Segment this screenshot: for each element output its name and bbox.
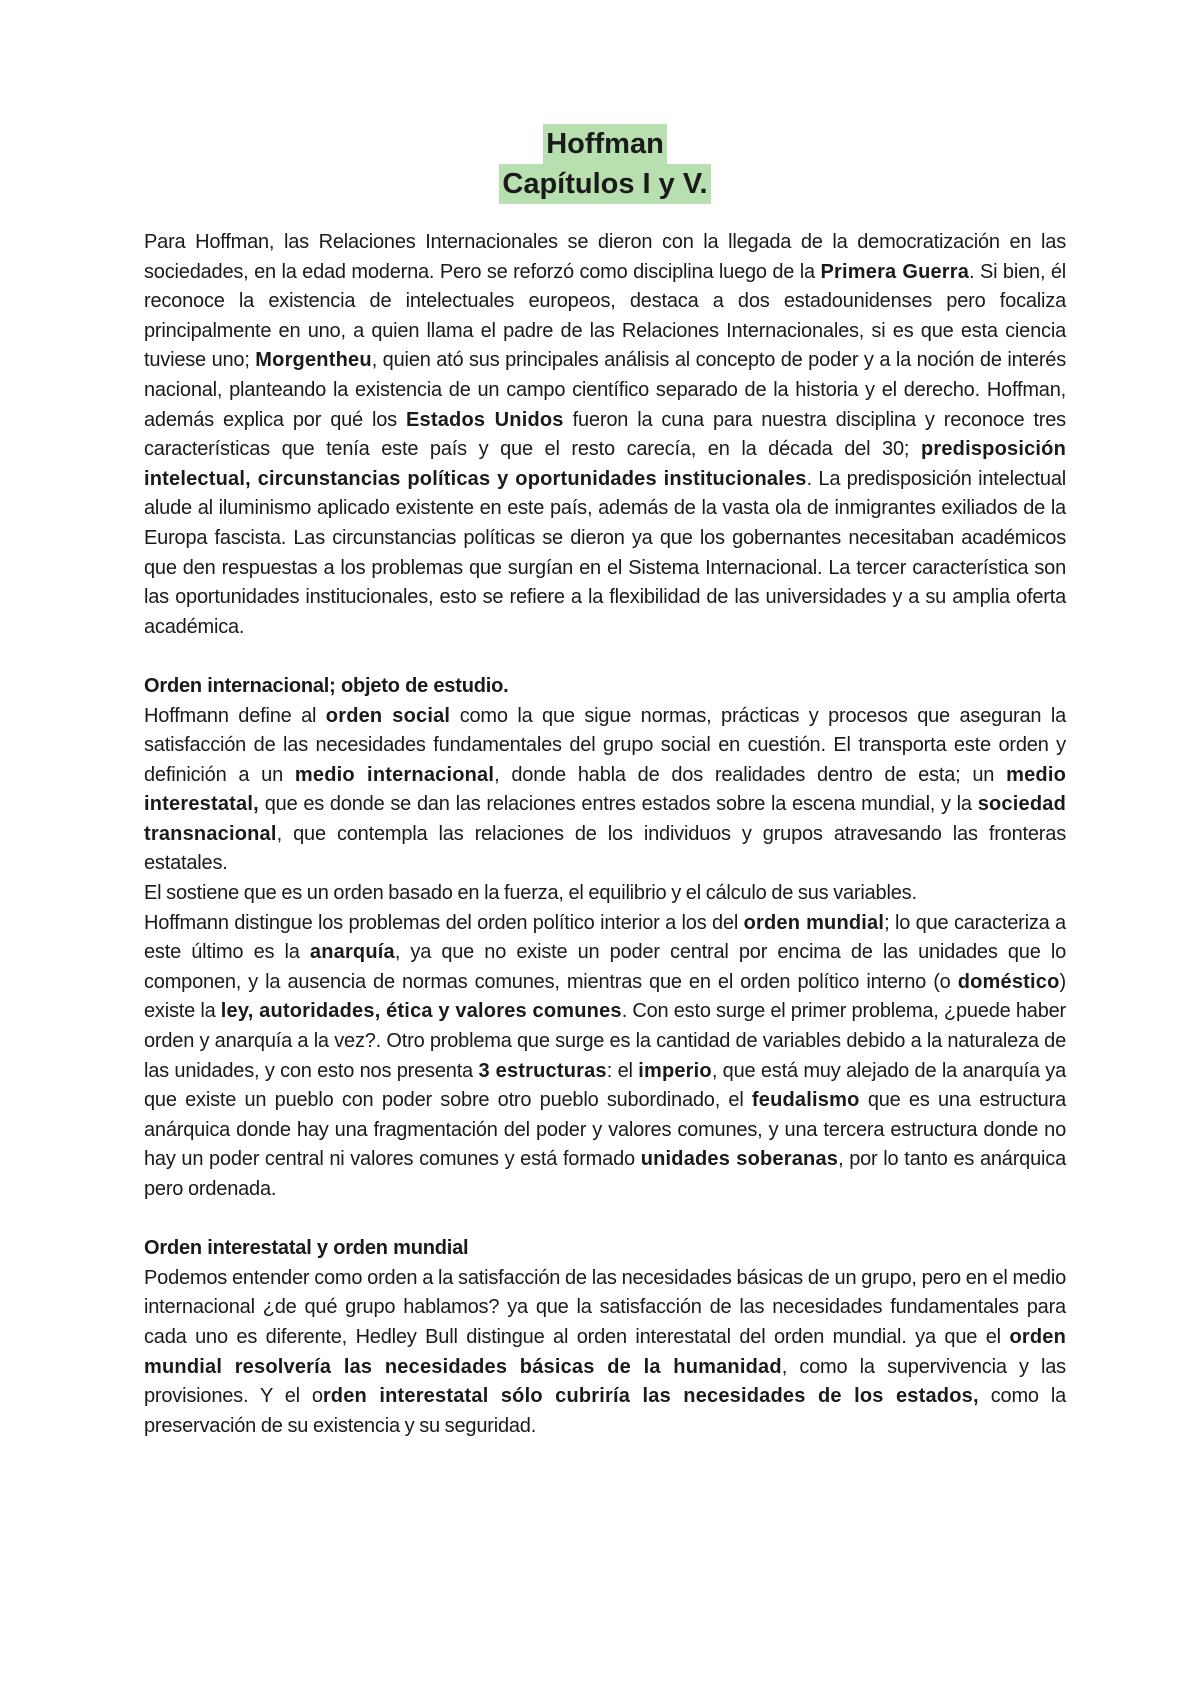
text-run: como la preservación de su existencia y su seguridad. xyxy=(144,1385,1066,1437)
intro-paragraph xyxy=(144,228,1066,642)
section2-paragraph-1 xyxy=(144,1264,1066,1442)
text-run: . Si bien, él reconoce la existencia de intelectuales europeos, destaca a dos estadounidenses pero focaliza principalmente en uno, a quien llama el padre de las Relaciones Internacionales, si es que esta ciencia tuviese uno; xyxy=(144,260,1067,372)
text-run: Hoffmann define al xyxy=(144,704,326,727)
bold-term: orden mundial resolvería las necesidades básicas de la humanidad xyxy=(144,1325,1066,1378)
bold-term: doméstico xyxy=(957,970,1060,993)
document-title: Hoffman xyxy=(543,124,667,164)
text-run: , quien ató sus principales análisis al concepto de poder y a la noción de interés nacional, planteando la existencia de un campo científico separado de la historia y el derecho. Hoffman, además explica por qué los xyxy=(144,349,1067,431)
bold-term: anarquía xyxy=(309,941,395,964)
section1-paragraph-1 xyxy=(144,702,1066,880)
bold-term: ley, autoridades, ética y valores comunes xyxy=(220,1000,622,1023)
text-run: Podemos entender como orden a la satisfacción de las necesidades básicas de un grupo, pero en el medio internacional ¿de qué grupo hablamos? ya que la satisfacción de las necesidades fundamentales para cada uno es diferente, Hedley Bull distingue al orden interestatal del orden mundial. ya que el xyxy=(144,1266,1066,1348)
text-run: que es una estructura anárquica donde hay una fragmentación del poder y valores comunes, y una tercera estructura donde no hay un poder central ni valores comunes y está formado xyxy=(144,1089,1066,1171)
text-run: que es donde se dan las relaciones entres estados sobre la escena mundial, y la xyxy=(258,793,978,816)
title-block xyxy=(144,124,1066,204)
text-run: , que contempla las relaciones de los individuos y grupos atravesando las fronteras estatales. xyxy=(144,822,1066,875)
bold-term: Estados Unidos xyxy=(406,408,564,431)
bold-term: Morgentheu xyxy=(255,349,372,372)
bold-term: sociedad transnacional xyxy=(144,793,1066,845)
section-heading: Orden interestatal y orden mundial xyxy=(144,1237,469,1260)
text-run: . Con esto surge el primer problema, ¿puede haber orden y anarquía a la vez?. Otro problema que surge es la cantidad de variables debido a la naturaleza de las unidades, y con esto nos presenta xyxy=(144,1000,1066,1082)
text-run: : el xyxy=(606,1059,639,1082)
bold-term: medio interestatal, xyxy=(144,763,1066,816)
text-run: como la que sigue normas, prácticas y procesos que aseguran la satisfacción de las necesidades fundamentales del grupo social en cuestión. El transporta este orden y definición a un xyxy=(144,704,1066,786)
bold-term: rden interestatal sólo cubriría las necesidades de los estados, xyxy=(322,1385,979,1408)
text-run: , donde habla de dos realidades dentro de esta; un xyxy=(494,763,1007,786)
document-subtitle: Capítulos I y V. xyxy=(499,164,710,204)
document-page xyxy=(144,124,1066,1441)
text-run: , ya que no existe un poder central por encima de las unidades que lo componen, y la ausencia de normas comunes, mientras que en el orden político interno (o xyxy=(144,941,1066,993)
text-run: , por lo tanto es anárquica pero ordenada. xyxy=(144,1148,1066,1200)
bold-term: orden social xyxy=(325,704,451,727)
bold-term: feudalismo xyxy=(751,1089,860,1112)
text-run: ; lo que caracteriza a este último es la xyxy=(144,911,1066,964)
bold-term: imperio xyxy=(638,1059,712,1082)
bold-term: 3 estructuras xyxy=(478,1059,607,1082)
text-run: Para Hoffman, las Relaciones Internacionales se dieron con la llegada de la democratización en las sociedades, en la edad moderna. Pero se reforzó como disciplina luego de la xyxy=(144,231,1066,283)
text-run: , como la supervivencia y las provisiones. Y el o xyxy=(144,1355,1066,1408)
paragraph-gap xyxy=(144,642,1066,672)
bold-term: medio internacional xyxy=(294,763,495,786)
section1-paragraph-3 xyxy=(144,909,1066,1205)
section-heading: Orden internacional; objeto de estudio. xyxy=(144,674,509,697)
bold-term: unidades soberanas xyxy=(640,1148,839,1171)
paragraph-gap xyxy=(144,1205,1066,1235)
text-run: ) existe la xyxy=(144,970,1066,1023)
text-run: , que está muy alejado de la anarquía ya que existe un pueblo con poder sobre otro pueblo subordinado, el xyxy=(144,1059,1066,1112)
bold-term: Primera Guerra xyxy=(820,260,970,283)
text-run: . La predisposición intelectual alude al iluminismo aplicado existente en este país, además de la vasta ola de inmigrantes exiliados de la Europa fascista. Las circunstancias políticas se dieron ya que los gobernantes necesitaban académicos que den respuestas a los problemas que surgían en el Sistema Internacional. La tercer característica son las oportunidades institucionales, esto se refiere a la flexibilidad de las universidades y a su amplia oferta académica. xyxy=(144,467,1067,638)
bold-term: predisposición intelectual, circunstancias políticas y oportunidades institucionales xyxy=(144,438,1066,490)
section1-paragraph-2: El sostiene que es un orden basado en la fuerza, el equilibrio y el cálculo de sus variables. xyxy=(144,882,917,905)
text-run: Hoffmann distingue los problemas del orden político interior a los del xyxy=(144,911,744,934)
bold-term: orden mundial xyxy=(743,911,885,934)
text-run: fueron la cuna para nuestra disciplina y reconoce tres características que tenía este país y que el resto carecía, en la década del 30; xyxy=(144,408,1066,461)
